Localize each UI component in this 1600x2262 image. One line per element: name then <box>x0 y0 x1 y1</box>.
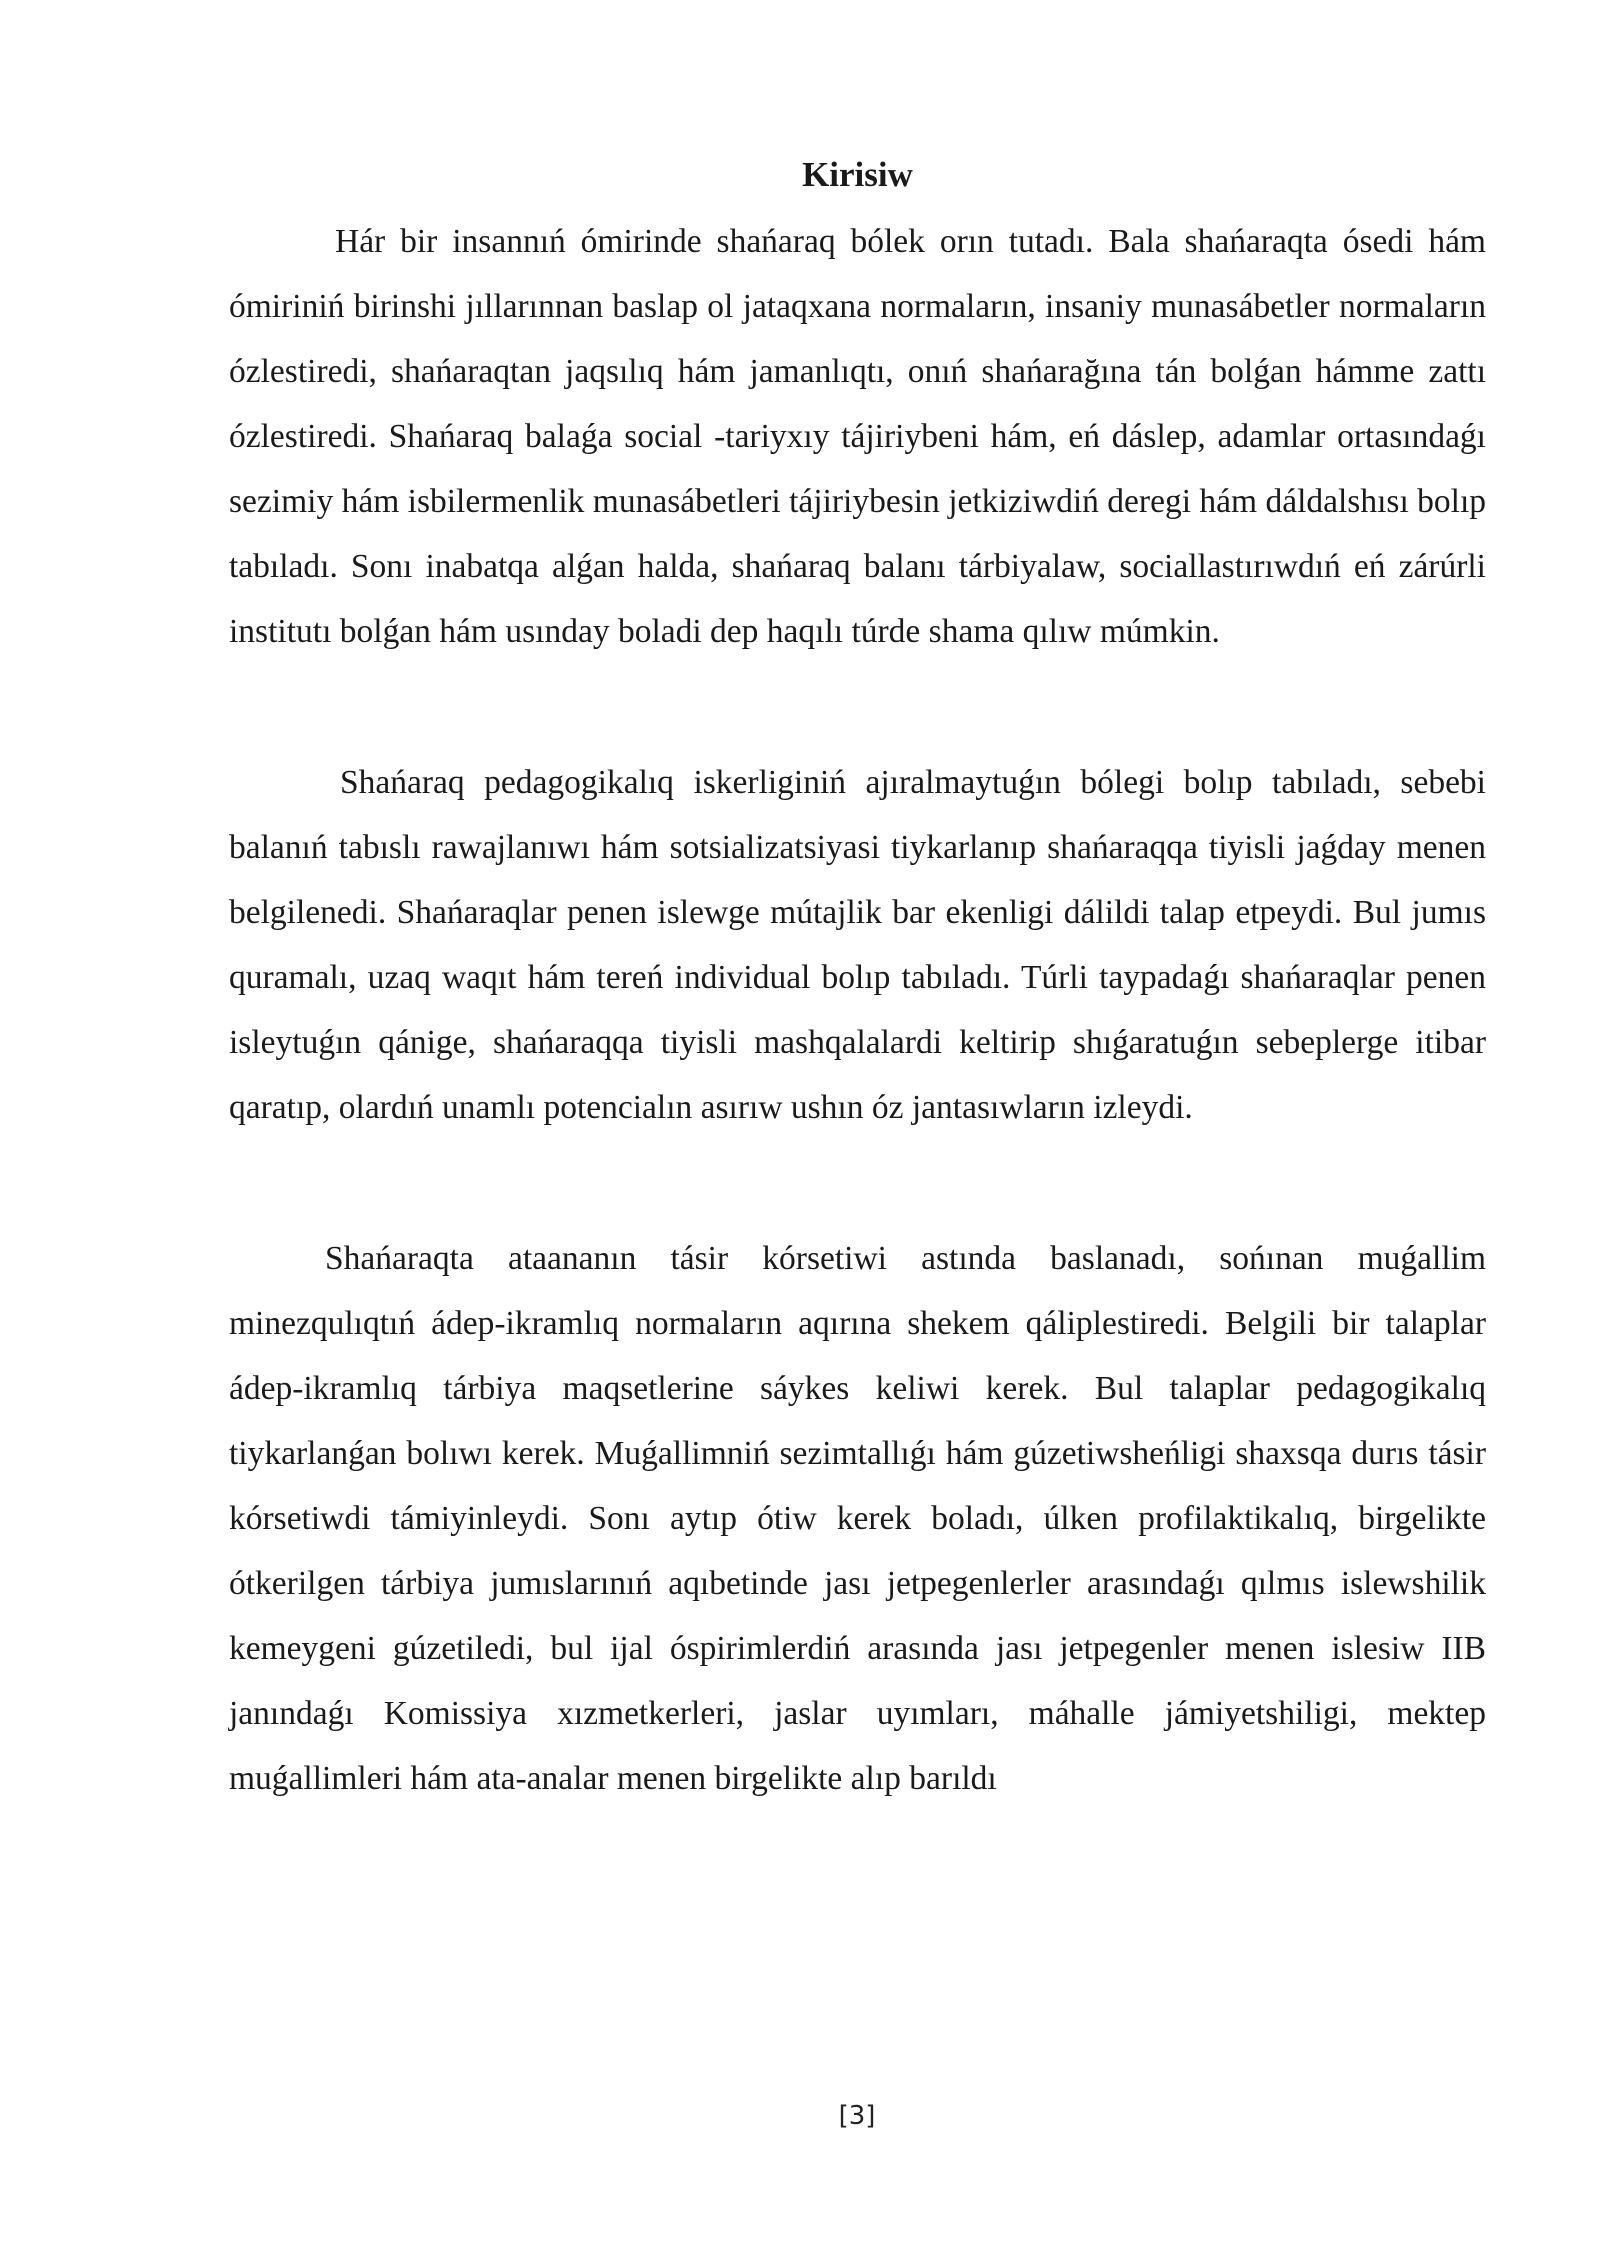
page-number: [3] <box>838 2101 876 2131</box>
paragraph-1: Hár bir insannıń ómirinde shańaraq bólek orın tutadı. Bala shańaraqta ósedi hám ómiriniń birinshi jıllarınnan baslap ol jataqxana normaların, insaniy munasábetler normaların ózlestiredi, shańaraqtan jaqsılıq hám jamanlıqtı, onıń shańarağına tán bolǵan hámme zattı ózlestiredi. Shańaraq balaǵa social -tariyxıy tájiriybeni hám, eń dáslep, adamlar ortasındaǵı sezimiy hám isbilermenlik munasábetleri tájiriybesin jetkiziwdiń deregi hám dáldalshısı bolıp tabıladı. Sonı inabatqa alǵan halda, shańaraq balanı tárbiyalaw, sociallastırıwdıń eń zárúrli institutı bolǵan hám usınday boladi dep haqılı túrde shama qılıw múmkin. <box>229 223 1486 650</box>
page-title: Kirisiw <box>802 155 913 194</box>
paragraph-3: Shańaraqta ataananın tásir kórsetiwi astında baslanadı, sońınan muǵallim minezqulıqtıń ádep-ikramlıq normaların aqırına shekem qáliplestiredi. Belgili bir talaplar ádep-ikramlıq tárbiya maqsetlerine sáykes keliwi kerek. Bul talaplar pedagogikalıq tiykarlanǵan bolıwı kerek. Muǵallimniń sezimtallıǵı hám gúzetiwsheńligi shaxsqa durıs tásir kórsetiwdi támiyinleydi. Sonı aytıp ótiw kerek boladı, úlken profilaktikalıq, birgelikte ótkerilgen tárbiya jumıslarınıń aqıbetinde jası jetpegenlerler arasındaǵı qılmıs islewshilik kemeygeni gúzetiledi, bul ijal óspirimlerdiń arasında jası jetpegenler menen islesiw IIB janındaǵı Komissiya xızmetkerleri, jaslar uyımları, máhalle jámiyetshiligi, mektep muǵallimleri hám ata-analar menen birgelikte alıp barıldı <box>229 1240 1486 1797</box>
title-container <box>229 150 1486 200</box>
paragraph-2: Shańaraq pedagogikalıq iskerliginiń ajıralmaytuǵın bólegi bolıp tabıladı, sebebi balanıń tabıslı rawajlanıwı hám sotsializatsiyasi tiykarlanıp shańaraqqa tiyisli jaǵday menen belgilenedi. Shańaraqlar penen islewge mútajlik bar ekenligi dálildi talap etpeydi. Bul jumıs quramalı, uzaq waqıt hám tereń individual bolıp tabıladı. Túrli taypadaǵı shańaraqlar penen isleytuǵın qánige, shańaraqqa tiyisli mashqalalardi keltirip shıǵaratuǵın sebeplerge itibar qaratıp, olardıń unamlı potencialın asırıw ushın óz jantasıwların izleydi. <box>229 764 1486 1126</box>
